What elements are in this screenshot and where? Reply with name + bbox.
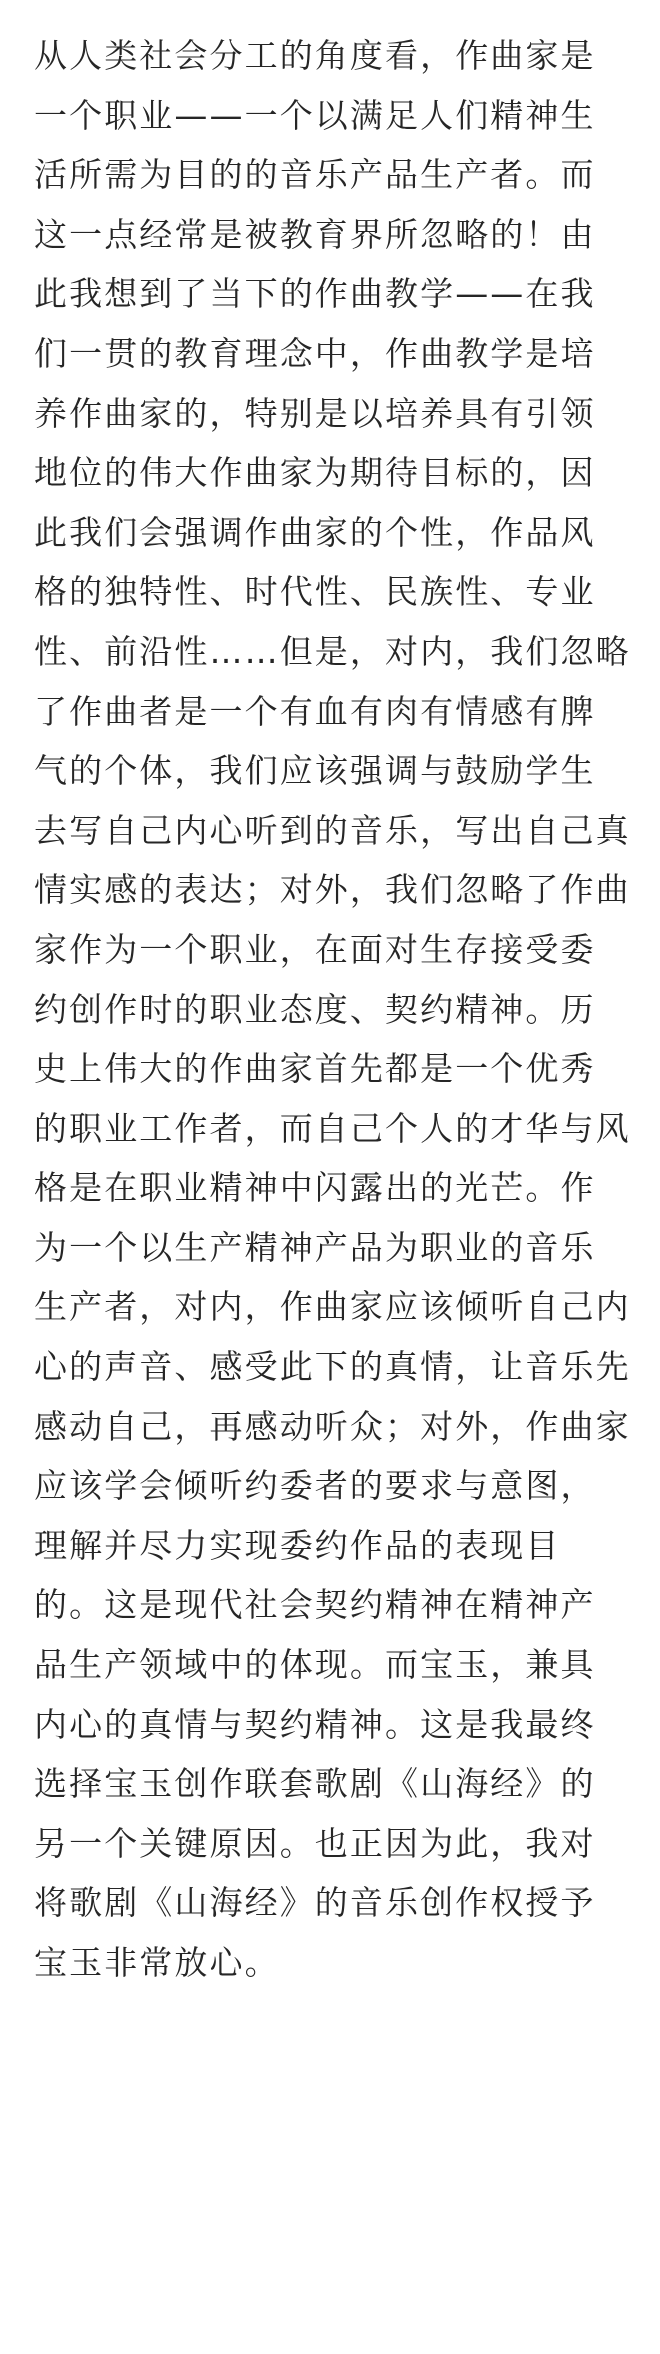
text-line: 此我们会强调作曲家的个性，作品风 (34, 512, 596, 552)
article-body (34, 26, 634, 1993)
text-line: 养作曲家的，特别是以培养具有引领 (34, 393, 596, 433)
text-line: 气的个体，我们应该强调与鼓励学生 (34, 751, 596, 791)
text-line: 们一贯的教育理念中，作曲教学是培 (34, 333, 596, 373)
text-line: 应该学会倾听约委者的要求与意图， (34, 1466, 596, 1506)
text-line: 生产者，对内，作曲家应该倾听自己内 (34, 1287, 631, 1327)
text-line: 地位的伟大作曲家为期待目标的，因 (34, 453, 596, 493)
text-line: 去写自己内心听到的音乐，写出自己真 (34, 810, 631, 850)
text-line: 为一个以生产精神产品为职业的音乐 (34, 1227, 596, 1267)
text-line: 此我想到了当下的作曲教学——在我 (34, 274, 596, 314)
text-line: 心的声音、感受此下的真情，让音乐先 (34, 1347, 631, 1387)
text-line: 将歌剧《山海经》的音乐创作权授予 (34, 1883, 596, 1923)
text-line: 情实感的表达；对外，我们忽略了作曲 (34, 870, 631, 910)
text-line: 活所需为目的的音乐产品生产者。而 (34, 155, 596, 195)
text-line: 的。这是现代社会契约精神在精神产 (34, 1585, 596, 1625)
text-line: 的职业工作者，而自己个人的才华与风 (34, 1108, 631, 1148)
text-line: 这一点经常是被教育界所忽略的！由 (34, 214, 596, 254)
text-line: 选择宝玉创作联套歌剧《山海经》的 (34, 1764, 596, 1804)
text-line: 了作曲者是一个有血有肉有情感有脾 (34, 691, 596, 731)
text-line: 格的独特性、时代性、民族性、专业 (34, 572, 596, 612)
text-line: 约创作时的职业态度、契约精神。历 (34, 989, 596, 1029)
text-line: 格是在职业精神中闪露出的光芒。作 (34, 1168, 596, 1208)
text-line: 史上伟大的作曲家首先都是一个优秀 (34, 1049, 596, 1089)
text-line: 性、前沿性……但是，对内，我们忽略 (34, 631, 631, 671)
text-line: 家作为一个职业，在面对生存接受委 (34, 929, 596, 969)
text-line: 内心的真情与契约精神。这是我最终 (34, 1704, 596, 1744)
text-line: 感动自己，再感动听众；对外，作曲家 (34, 1406, 631, 1446)
text-line: 理解并尽力实现委约作品的表现目 (34, 1525, 561, 1565)
text-line: 从人类社会分工的角度看，作曲家是 (34, 36, 596, 75)
text-line: 宝玉非常放心。 (34, 1943, 280, 1982)
text-line: 品生产领域中的体现。而宝玉，兼具 (34, 1645, 596, 1685)
text-line: 一个职业——一个以满足人们精神生 (34, 95, 596, 135)
text-line: 另一个关键原因。也正因为此，我对 (34, 1823, 596, 1863)
